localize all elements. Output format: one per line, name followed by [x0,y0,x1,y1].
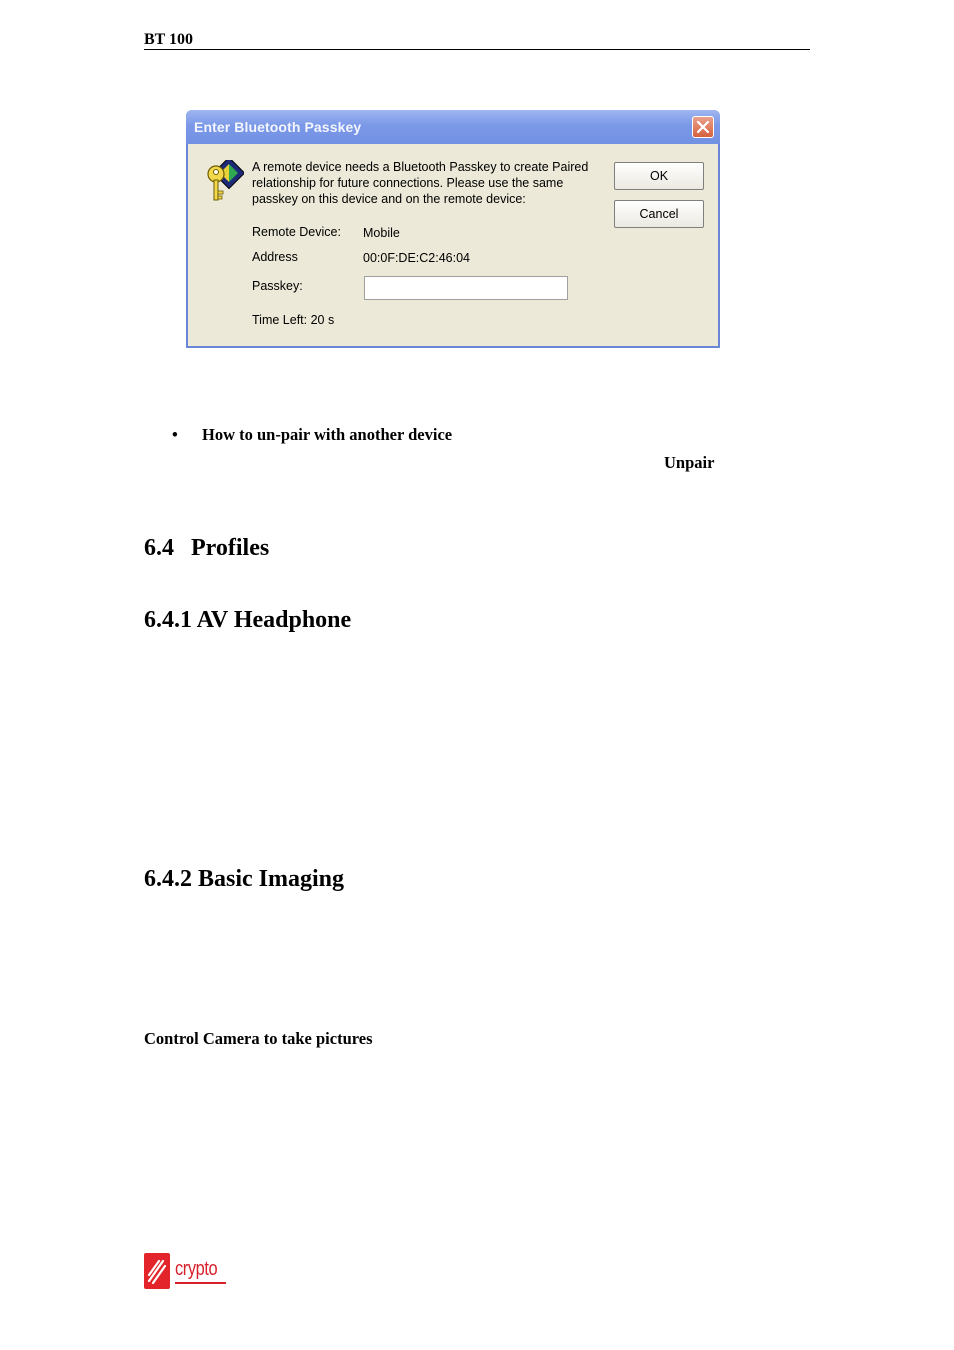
dialog-titlebar[interactable] [186,110,720,144]
passkey-label: Passkey: [252,279,303,293]
time-left: Time Left: 20 s [252,313,335,327]
passkey-input[interactable] [364,276,568,300]
dialog-title: Enter Bluetooth Passkey [194,119,362,135]
address-value: 00:0F:DE:C2:46:04 [363,251,471,265]
page-header [144,30,810,50]
logo-text: crypto [175,1258,218,1280]
header-title: BT 100 [144,31,194,48]
camera-subheading: Control Camera to take pictures [144,1029,373,1048]
bullet-text: How to un-pair with another device [202,425,453,444]
address-label: Address [252,250,298,264]
crypto-logo [144,1253,228,1291]
section-title: Profiles [191,535,270,561]
unpair-bullet [172,425,452,445]
basic-imaging-heading: 6.4.2 Basic Imaging [144,866,345,892]
remote-device-value: Mobile [363,226,400,240]
remote-device-label: Remote Device: [252,225,341,239]
section-heading-profiles [144,535,269,562]
logo-mark-icon [144,1253,170,1289]
section-number: 6.4 [144,535,174,561]
cancel-button[interactable]: Cancel [614,200,704,228]
key-icon [204,160,244,204]
av-headphone-heading: 6.4.1 AV Headphone [144,607,352,633]
logo-underline [175,1282,226,1284]
dialog-message: A remote device needs a Bluetooth Passkey to create Paired relationship for future connections. Please use the same passkey on this device and on the remote device: [252,160,589,206]
bullet-dot: • [172,425,178,444]
close-icon [697,121,709,133]
close-button[interactable] [692,116,714,138]
ok-button[interactable]: OK [614,162,704,190]
unpair-term: Unpair [664,453,715,472]
passkey-dialog [186,110,720,348]
